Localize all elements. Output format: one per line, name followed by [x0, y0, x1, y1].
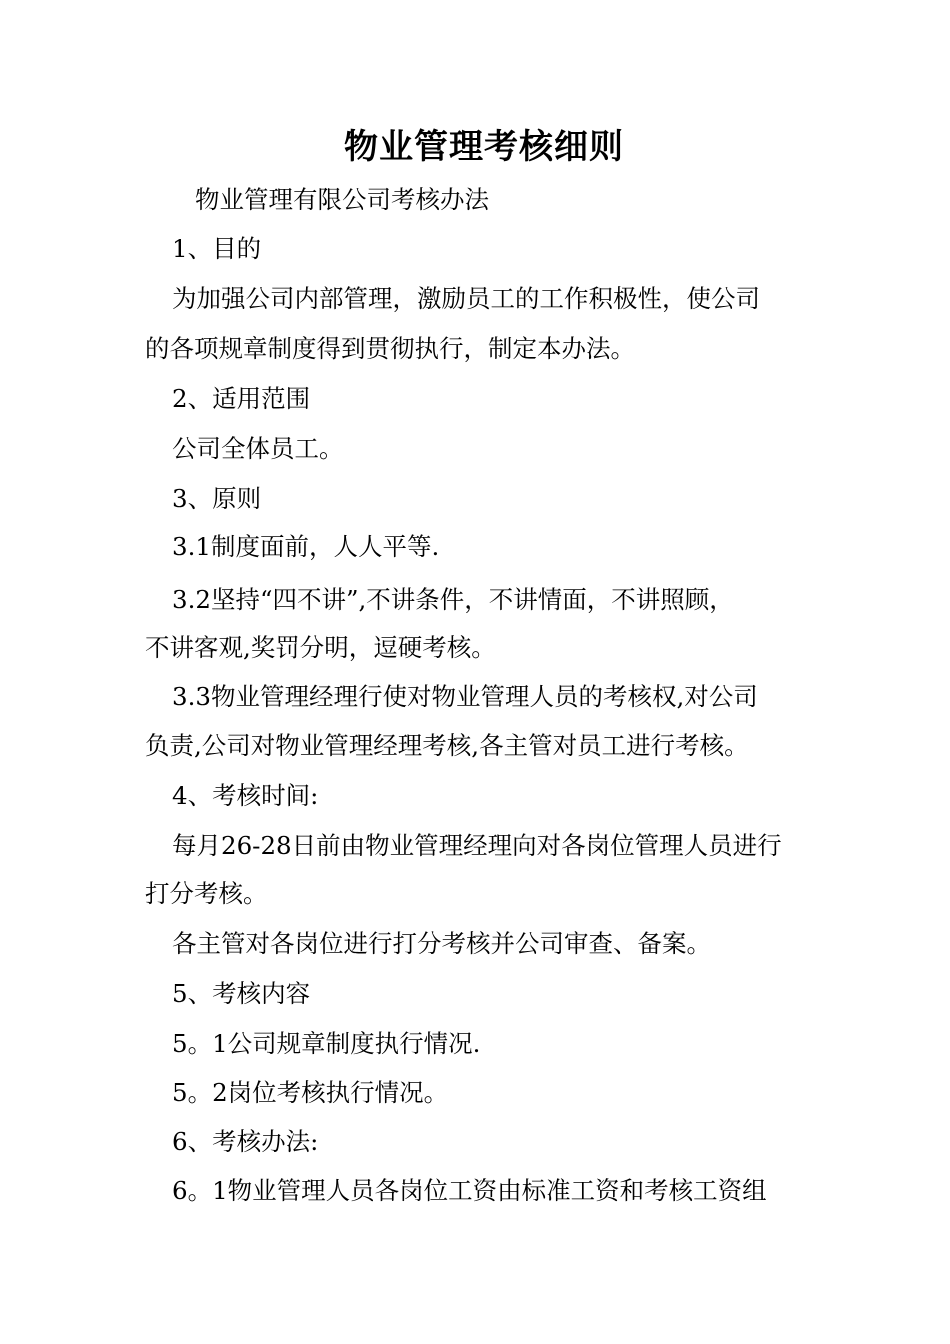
paragraph-line: 为加强公司内部管理，激励员工的工作积极性，使公司 [172, 284, 760, 313]
paragraph-line: 每月26-28日前由物业管理经理向对各岗位管理人员进行 [172, 831, 782, 860]
paragraph-line: 3.3物业管理经理行使对物业管理人员的考核权,对公司 [172, 682, 758, 711]
section-heading-purpose: 1、目的 [172, 234, 262, 263]
paragraph-line: 5。1公司规章制度执行情况. [172, 1029, 481, 1058]
paragraph-line: 6。1物业管理人员各岗位工资由标准工资和考核工资组 [172, 1176, 767, 1205]
section-heading-scope: 2、适用范围 [172, 384, 311, 413]
section-heading-method: 6、考核办法: [172, 1127, 319, 1156]
paragraph-line: 的各项规章制度得到贯彻执行，制定本办法。 [145, 334, 635, 363]
paragraph-line: 不讲客观,奖罚分明，逗硬考核。 [145, 633, 496, 662]
paragraph-line: 打分考核。 [145, 879, 268, 908]
paragraph-line: 各主管对各岗位进行打分考核并公司审查、备案。 [172, 929, 711, 958]
paragraph-line: 3.2坚持“四不讲”,不讲条件，不讲情面，不讲照顾， [172, 585, 734, 614]
paragraph-line: 负责,公司对物业管理经理考核,各主管对员工进行考核。 [145, 731, 749, 760]
paragraph-line: 公司全体员工。 [172, 434, 344, 463]
paragraph-line: 3.1制度面前，人人平等. [172, 532, 440, 561]
document-title: 物业管理考核细则 [344, 127, 624, 167]
section-heading-content: 5、考核内容 [172, 979, 311, 1008]
section-heading-principles: 3、原则 [172, 484, 262, 513]
document-subtitle: 物业管理有限公司考核办法 [195, 185, 489, 214]
section-heading-time: 4、考核时间: [172, 781, 319, 810]
paragraph-line: 5。2岗位考核执行情况。 [172, 1078, 449, 1107]
